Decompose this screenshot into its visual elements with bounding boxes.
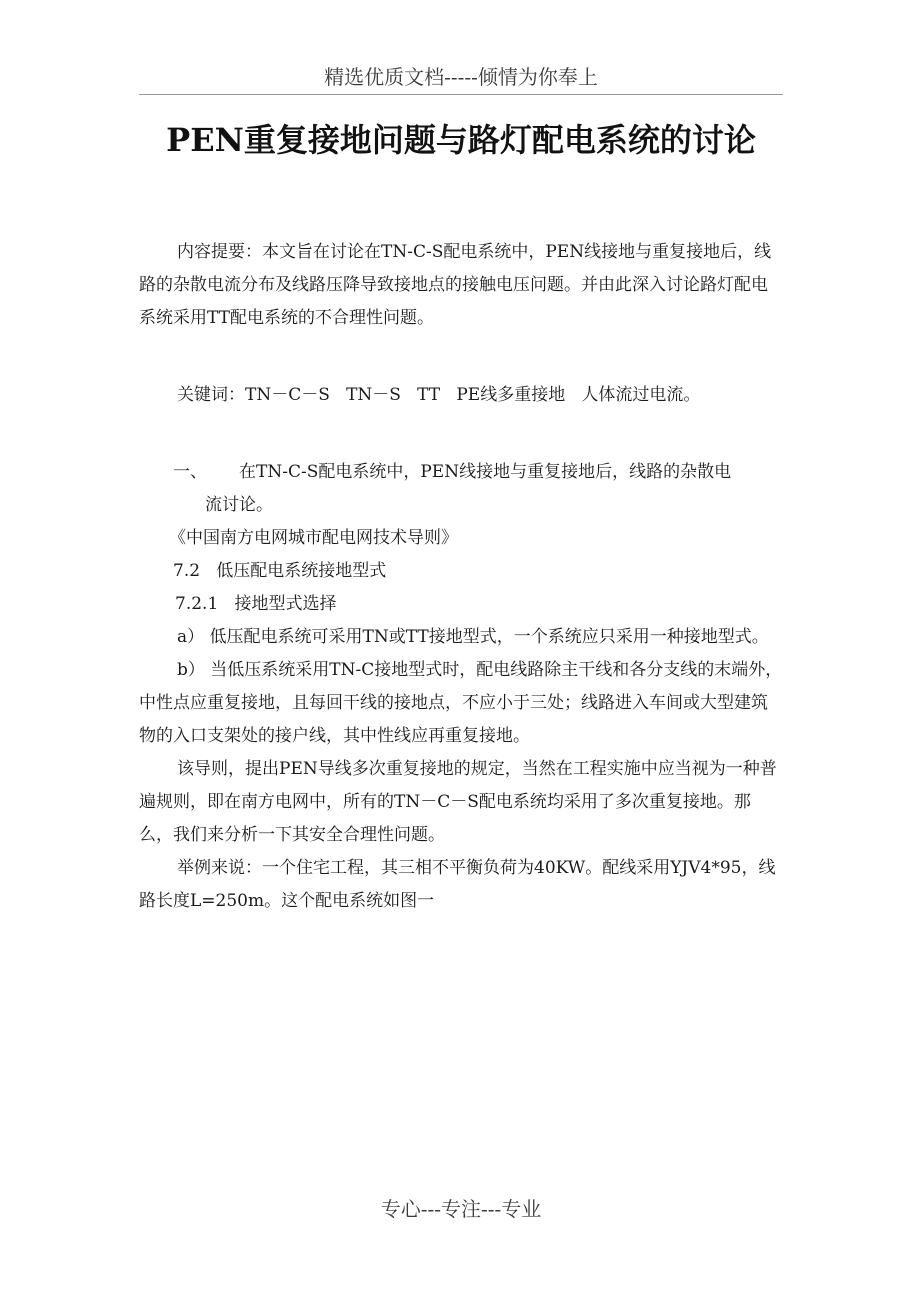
section-heading-text: 在TN-C-S配电系统中，PEN线接地与重复接地后，线路的杂散电: [239, 462, 732, 482]
reference-title: 《中国南方电网城市配电网技术导则》: [169, 528, 458, 548]
body-paragraph-1: 该导则，提出PEN导线多次重复接地的规定，当然在工程实施中应当视为一种普遍规则，即在南方电网中，所有的TN－C－S配电系统均采用了多次重复接地。那么，我们来分析一下其安全合理性问题。: [139, 759, 777, 845]
page-footer: 专心---专注---专业: [380, 1197, 542, 1221]
header-divider: [139, 94, 783, 95]
keywords-line: 关键词：TN－C－S TN－S TT PE线多重接地 人体流过电流。: [177, 385, 701, 405]
page-header: 精选优质文档-----倾情为你奉上: [324, 65, 598, 89]
section-heading-continuation: 流讨论。: [205, 495, 273, 515]
section-heading-1: [139, 456, 783, 489]
section-number: 一、: [173, 462, 207, 482]
subsection-7-2: 7.2 低压配电系统接地型式: [173, 561, 387, 581]
document-body: [139, 236, 783, 918]
body-paragraph-2: 举例来说：一个住宅工程，其三相不平衡负荷为40KW。配线采用YJV4*95，线路长度L=250m。这个配电系统如图一: [139, 858, 776, 911]
subsection-7-2-1: 7.2.1 接地型式选择: [175, 594, 337, 614]
document-title: PEN重复接地问题与路灯配电系统的讨论: [166, 121, 756, 159]
abstract-paragraph: 内容提要：本文旨在讨论在TN-C-S配电系统中，PEN线接地与重复接地后，线路的杂散电流分布及线路压降导致接地点的接触电压问题。并由此深入讨论路灯配电系统采用TT配电系统的不合理性问题。: [139, 242, 772, 328]
list-item-a: a） 低压配电系统可采用TN或TT接地型式，一个系统应只采用一种接地型式。: [177, 627, 769, 647]
list-item-b: b） 当低压系统采用TN-C接地型式时，配电线路除主干线和各分支线的末端外，中性点应重复接地，且每回干线的接地点，不应小于三处；线路进入车间或大型建筑物的入口支架处的接户线，其中性线应再重复接地。: [139, 660, 783, 746]
